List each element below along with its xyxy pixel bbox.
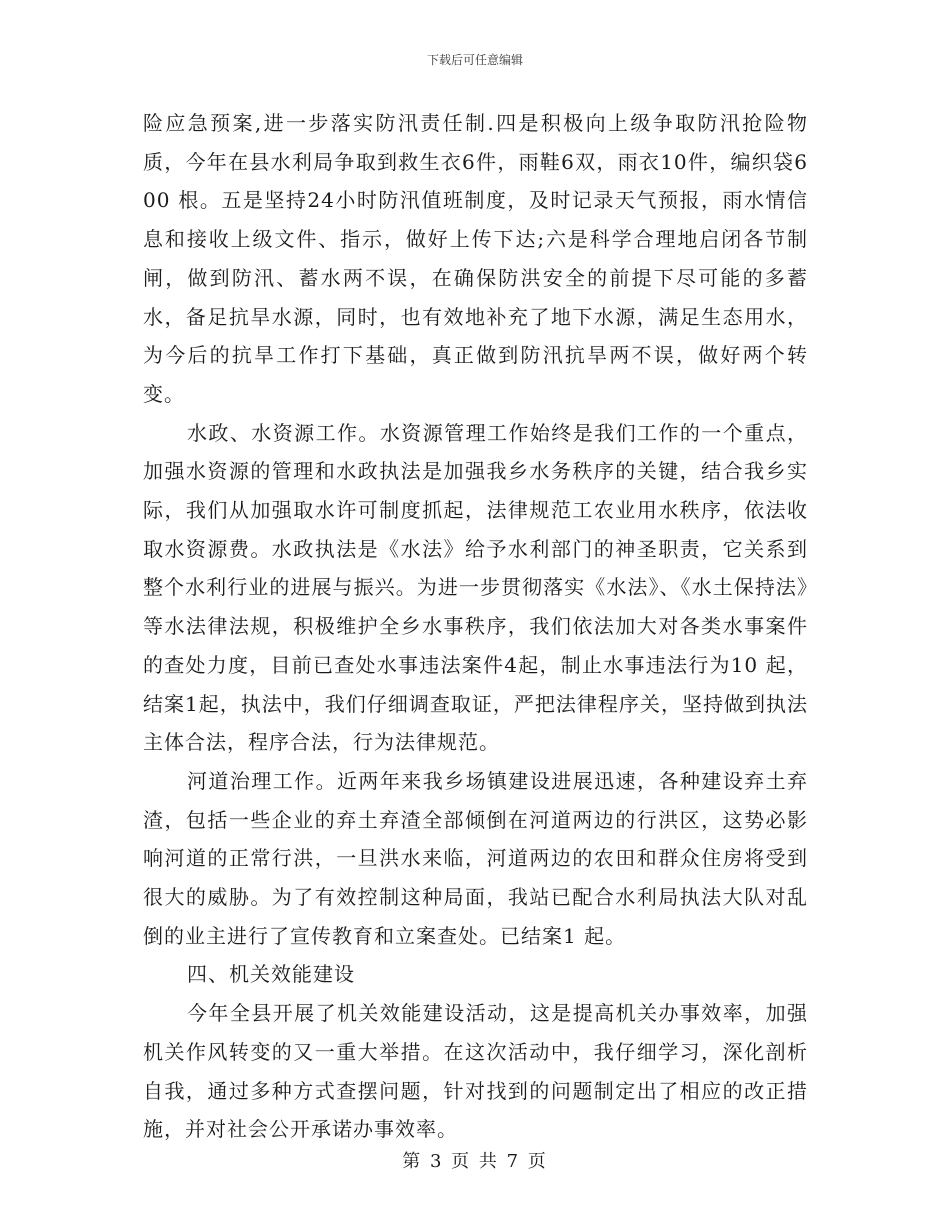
body-paragraph-1: 险应急预案,进一步落实防汛责任制.四是积极向上级争取防汛抢险物质，今年在县水利局争取到救生衣6件，雨鞋6双，雨衣10件，编织袋600 根。五是坚持24小时防汛值班制度，及时记录天气预报，雨水情信息和接收上级文件、指示，做好上传下达;六是科学合理地启闭各节制闸，做到防汛、蓄水两不误，在确保防洪安全的前提下尽可能的多蓄水，备足抗旱水源，同时，也有效地补充了地下水源，满足生态用水，为今后的抗旱工作打下基础，真正做到防汛抗旱两不误，做好两个转变。 bbox=[143, 111, 808, 406]
body-paragraph-3: 河道治理工作。近两年来我乡场镇建设进展迅速，各种建设弃土弃渣，包括一些企业的弃土弃渣全部倾倒在河道两边的行洪区，这势必影响河道的正常行洪，一旦洪水来临，河道两边的农田和群众住房将受到很大的威胁。为了有效控制这种局面，我站已配合水利局执法大队对乱倒的业主进行了宣传教育和立案查处。已结案1 起。 bbox=[143, 768, 808, 948]
page-number-footer: 第 3 页 共 7 页 bbox=[402, 1151, 548, 1172]
body-paragraph-4: 今年全县开展了机关效能建设活动，这是提高机关办事效率，加强机关作风转变的又一重大举措。在这次活动中，我仔细学习，深化剖析自我，通过多种方式查摆问题，针对找到的问题制定出了相应的改正措施，并对社会公开承诺办事效率。 bbox=[143, 1001, 808, 1142]
document-body bbox=[143, 104, 808, 1149]
body-paragraph-2: 水政、水资源工作。水资源管理工作始终是我们工作的一个重点，加强水资源的管理和水政执法是加强我乡水务秩序的关键，结合我乡实际，我们从加强取水许可制度抓起，法律规范工农业用水秩序，依法收取水资源费。水政执法是《水法》给予水利部门的神圣职责，它关系到整个水利行业的进展与振兴。为进一步贯彻落实《水法》、《水土保持法》等水法律法规，积极维护全乡水事秩序，我们依法加大对各类水事案件的查处力度，目前已查处水事违法案件4起，制止水事违法行为10 起，结案1起，执法中，我们仔细调查取证，严把法律程序关，坚持做到执法主体合法，程序合法，行为法律规范。 bbox=[143, 420, 808, 755]
page-header: 下载后可任意编辑 bbox=[426, 53, 523, 67]
section-heading: 四、机关效能建设 bbox=[187, 962, 355, 987]
